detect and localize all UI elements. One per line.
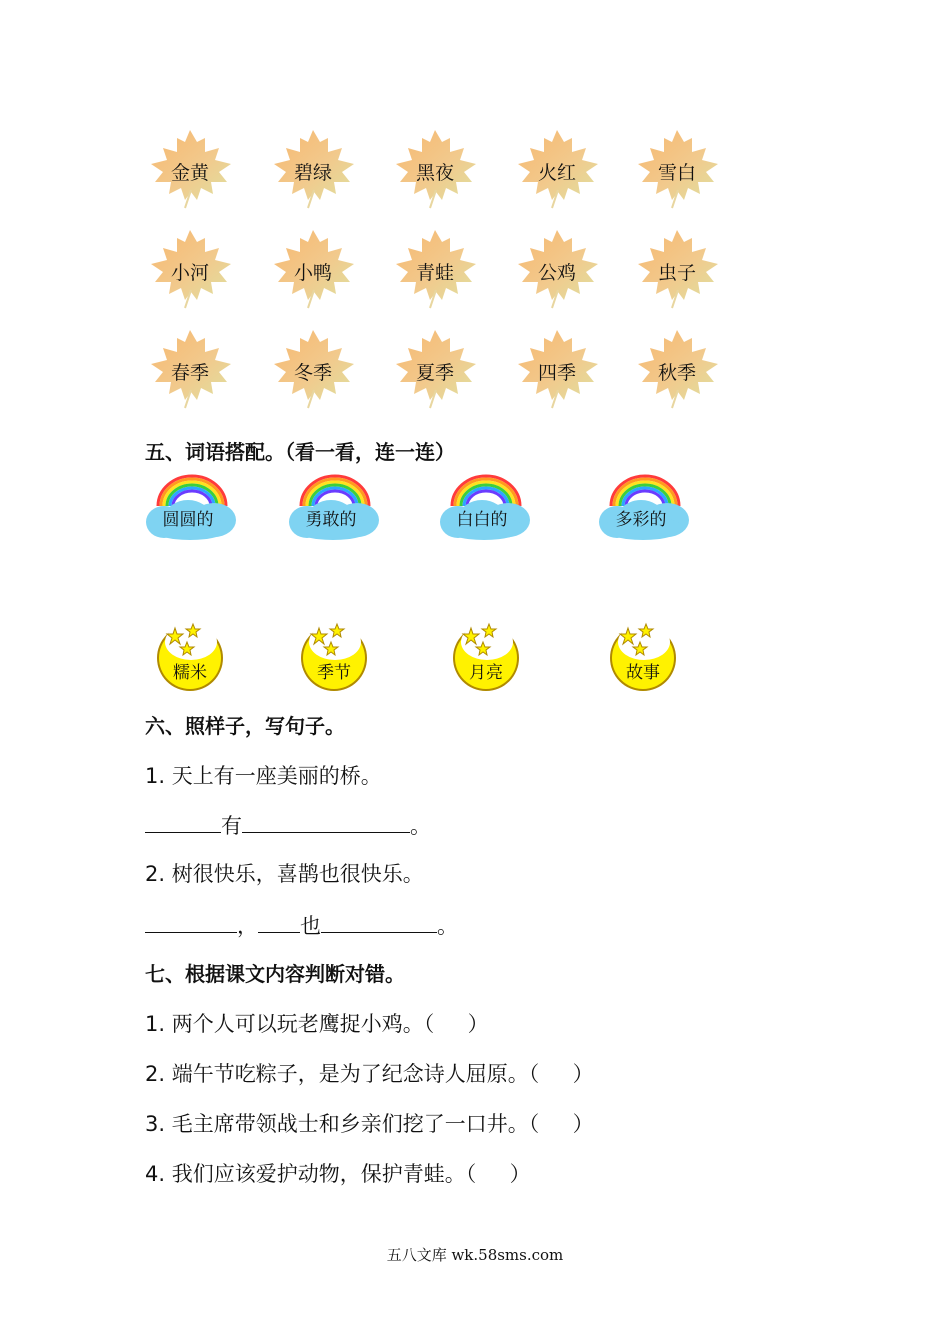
- leaf-word-card: [632, 328, 722, 410]
- section6-answer-line-2: [145, 910, 458, 940]
- moon-card[interactable]: [299, 620, 371, 692]
- footer-watermark: 五八文库 wk.58sms.com: [386, 1246, 564, 1264]
- leaf-word: 虫子: [657, 262, 696, 284]
- answer-blank[interactable]: [145, 812, 221, 833]
- leaf-word: 碧绿: [293, 162, 332, 184]
- leaf-word: 雪白: [657, 162, 696, 184]
- answer-connector: 有: [221, 814, 242, 838]
- leaf-word-card: [512, 228, 602, 310]
- leaf-word: 火红: [537, 162, 576, 184]
- moon-card[interactable]: [451, 620, 523, 692]
- moon-word: 故事: [626, 663, 660, 683]
- answer-blank[interactable]: [321, 912, 437, 933]
- leaf-word-card: [268, 328, 358, 410]
- answer-end-punct: 。: [410, 814, 431, 838]
- answer-end-punct: 。: [437, 914, 458, 938]
- leaf-word-card: [632, 128, 722, 210]
- leaf-word-card: [268, 228, 358, 310]
- moon-card[interactable]: [155, 620, 227, 692]
- leaf-word-card: [268, 128, 358, 210]
- answer-comma: ，: [237, 914, 258, 938]
- leaf-word: 青蛙: [415, 262, 454, 284]
- judge-item-1: 1. 两个人可以玩老鹰捉小鸡。（ ）: [145, 1012, 489, 1036]
- leaf-word-card: [145, 328, 235, 410]
- leaf-word-card: [632, 228, 722, 310]
- leaf-word: 夏季: [415, 362, 454, 384]
- moon-card[interactable]: [608, 620, 680, 692]
- section6-question-1: 1. 天上有一座美丽的桥。: [145, 764, 382, 788]
- judge-item-4: 4. 我们应该爱护动物，保护青蛙。（ ）: [145, 1162, 531, 1186]
- leaf-word: 秋季: [657, 362, 696, 384]
- answer-blank[interactable]: [242, 812, 410, 833]
- leaf-word-card: [390, 328, 480, 410]
- rainbow-word: 多彩的: [615, 510, 667, 530]
- leaf-word: 春季: [170, 362, 209, 384]
- leaf-word: 金黄: [170, 162, 209, 184]
- leaf-word: 黑夜: [415, 162, 454, 184]
- answer-blank[interactable]: [258, 912, 300, 933]
- answer-connector: 也: [300, 914, 321, 938]
- rainbow-word: 勇敢的: [305, 510, 357, 530]
- leaf-word-card: [390, 228, 480, 310]
- rainbow-word: 圆圆的: [162, 510, 214, 530]
- leaf-word: 小河: [170, 262, 209, 284]
- leaf-word: 公鸡: [537, 262, 576, 284]
- section6-title: 六、照样子，写句子。: [145, 714, 345, 738]
- section7-title: 七、根据课文内容判断对错。: [145, 962, 405, 986]
- leaf-word-card: [512, 128, 602, 210]
- section5-title: 五、词语搭配。（看一看，连一连）: [145, 440, 455, 464]
- rainbow-word: 白白的: [456, 510, 508, 530]
- rainbow-cloud-card[interactable]: [438, 472, 538, 544]
- judge-item-2: 2. 端午节吃粽子，是为了纪念诗人屈原。（ ）: [145, 1062, 594, 1086]
- answer-blank[interactable]: [145, 912, 237, 933]
- leaf-word: 冬季: [293, 362, 332, 384]
- moon-word: 月亮: [469, 663, 503, 683]
- section6-answer-line-1: [145, 810, 431, 840]
- leaf-word: 四季: [537, 362, 576, 384]
- rainbow-cloud-card[interactable]: [144, 472, 244, 544]
- rainbow-cloud-card[interactable]: [597, 472, 697, 544]
- leaf-word-card: [390, 128, 480, 210]
- leaf-word: 小鸭: [293, 262, 332, 284]
- leaf-word-card: [512, 328, 602, 410]
- section6-question-2: 2. 树很快乐，喜鹊也很快乐。: [145, 862, 424, 886]
- leaf-word-card: [145, 228, 235, 310]
- rainbow-cloud-card[interactable]: [287, 472, 387, 544]
- moon-word: 季节: [317, 663, 351, 683]
- leaf-word-card: [145, 128, 235, 210]
- moon-word: 糯米: [173, 663, 207, 683]
- judge-item-3: 3. 毛主席带领战士和乡亲们挖了一口井。（ ）: [145, 1112, 594, 1136]
